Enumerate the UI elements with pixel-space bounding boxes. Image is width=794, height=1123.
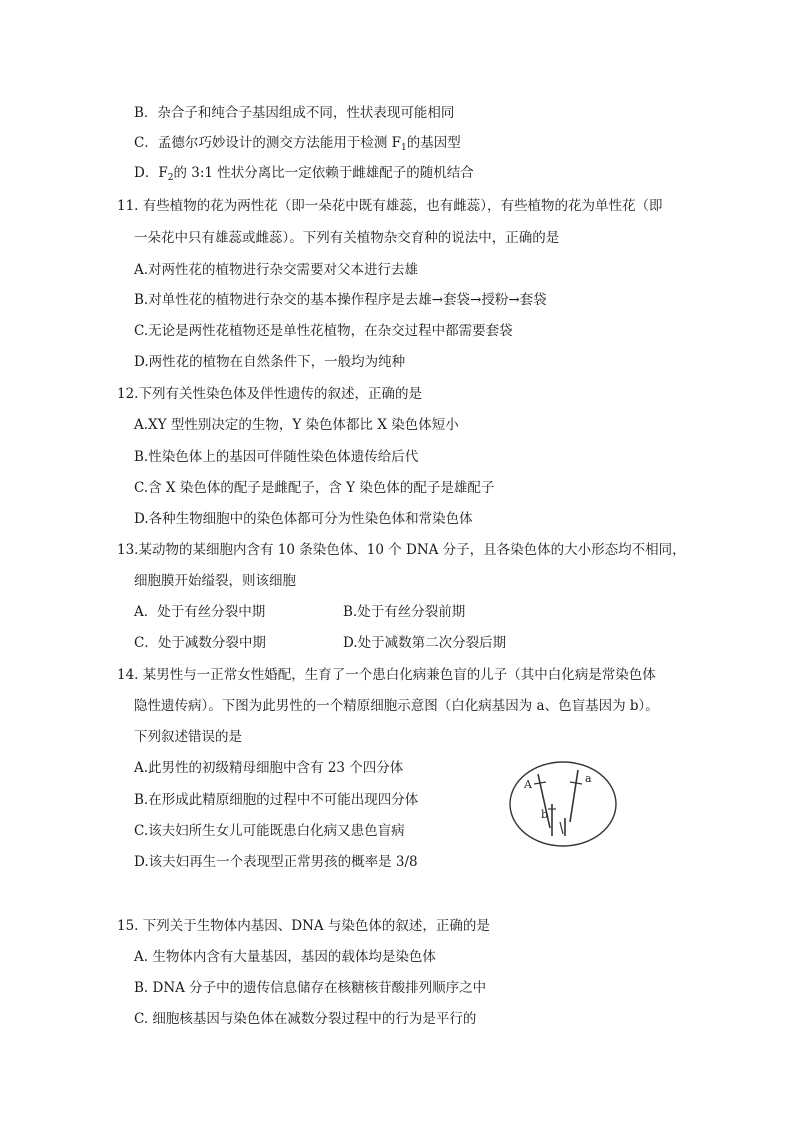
q11-option-d: D.两性花的植物在自然条件下，一般均为纯种 <box>134 354 406 370</box>
option-d-subscript: 2 <box>167 173 174 183</box>
q13-option-d: D.处于减数第二次分裂后期 <box>343 635 507 651</box>
q12-stem: 12.下列有关性染色体及伴性遗传的叙述，正确的是 <box>117 386 422 402</box>
q14-stem-line3: 下列叙述错误的是 <box>134 729 242 745</box>
q14-option-b: B.在形成此精原细胞的过程中不可能出现四分体 <box>134 792 419 808</box>
q15-option-b: B. DNA 分子中的遗传信息储存在核糖核苷酸排列顺序之中 <box>134 980 487 996</box>
q12-option-a: A.XY 型性别决定的生物，Y 染色体都比 X 染色体短小 <box>134 417 459 433</box>
q12-option-b: B.性染色体上的基因可伴随性染色体遗传给后代 <box>134 449 419 465</box>
q11-stem-line1: 11. 有些植物的花为两性花（即一朵花中既有雄蕊，也有雌蕊），有些植物的花为单性花（即 <box>117 198 663 214</box>
q14-stem-line1: 14. 某男性与一正常女性婚配，生育了一个患白化病兼色盲的儿子（其中白化病是常染色体 <box>117 667 656 683</box>
spermatogonium-diagram <box>508 760 618 848</box>
option-d-text-end: 的 3:1 性状分离比一定依赖于雌雄配子的随机结合 <box>173 165 474 181</box>
q15-option-c: C. 细胞核基因与染色体在减数分裂过程中的行为是平行的 <box>134 1011 477 1027</box>
q11-option-a: A.对两性花的植物进行杂交需要对父本进行去雄 <box>134 262 419 278</box>
chromosome-2 <box>570 770 578 822</box>
q14-option-c: C.该夫妇所生女儿可能既患白化病又患色盲病 <box>134 823 405 839</box>
option-c-subscript: 1 <box>401 143 407 153</box>
option-c <box>134 134 461 152</box>
q14-option-d: D.该夫妇再生一个表现型正常男孩的概率是 3/8 <box>134 854 418 870</box>
q12-option-d: D.各种生物细胞中的染色体都可分为性染色体和常染色体 <box>134 511 473 527</box>
gene-label-a: a <box>585 772 592 785</box>
gene-label-A: A <box>524 778 532 791</box>
q14-stem-line2: 隐性遗传病）。下图为此男性的一个精原细胞示意图（白化病基因为 a、色盲基因为 b）。 <box>134 698 659 714</box>
q15-stem: 15. 下列关于生物体内基因、DNA 与染色体的叙述，正确的是 <box>117 918 490 934</box>
q13-option-c: C．处于减数分裂中期 <box>134 635 266 651</box>
q11-stem-line2: 一朵花中只有雄蕊或雌蕊）。下列有关植物杂交育种的说法中，正确的是 <box>134 230 560 246</box>
option-c-text-end: 的基因型 <box>406 135 461 151</box>
q11-option-b: B.对单性花的植物进行杂交的基本操作程序是去雄→套袋→授粉→套袋 <box>134 292 547 308</box>
chromosome-y-arm <box>560 822 563 834</box>
q13-option-b: B.处于有丝分裂前期 <box>343 604 466 620</box>
q12-option-c: C.含 X 染色体的配子是雌配子，含 Y 染色体的配子是雄配子 <box>134 480 495 496</box>
q14-option-a: A.此男性的初级精母细胞中含有 23 个四分体 <box>134 760 404 776</box>
option-d <box>134 164 474 182</box>
q13-stem-line2: 细胞膜开始缢裂，则该细胞 <box>134 573 296 589</box>
q13-option-a: A．处于有丝分裂中期 <box>134 604 266 620</box>
q11-option-c: C.无论是两性花植物还是单性花植物，在杂交过程中都需要套袋 <box>134 323 513 339</box>
option-d-text: D．F <box>134 165 168 181</box>
q13-stem-line1: 13.某动物的某细胞内含有 10 条染色体、10 个 DNA 分子，且各染色体的大小形态均不相同， <box>117 542 686 558</box>
q15-option-a: A. 生物体内含有大量基因，基因的载体均是染色体 <box>134 949 436 965</box>
option-c-text: C．孟德尔巧妙设计的测交方法能用于检测 F <box>134 135 401 151</box>
option-b: B．杂合子和纯合子基因组成不同，性状表现可能相同 <box>134 105 455 121</box>
gene-label-b: b <box>541 808 549 821</box>
